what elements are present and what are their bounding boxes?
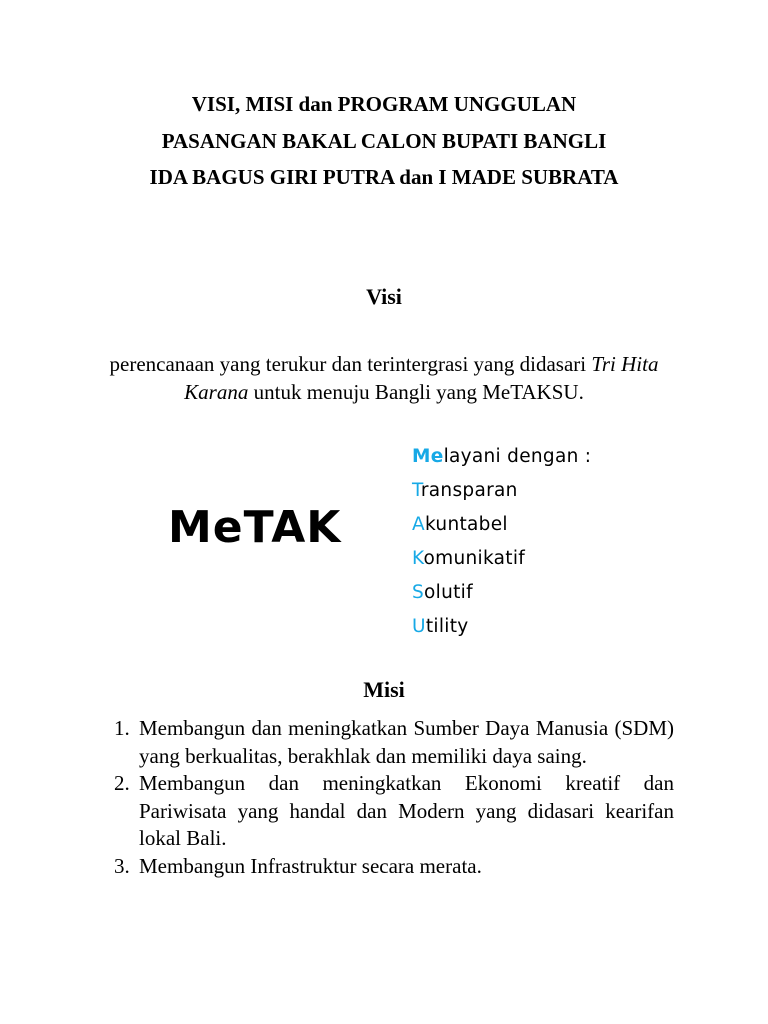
misi-item-text: Membangun dan meningkatkan Sumber Daya Manusia (SDM) yang berkualitas, berakhlak dan memiliki daya saing. bbox=[139, 716, 674, 768]
metak-acronym-word: MeTAK bbox=[168, 502, 342, 553]
visi-text-part2: untuk menuju Bangli yang MeTAKSU. bbox=[248, 380, 584, 404]
acronym-item-s bbox=[412, 576, 591, 610]
visi-statement bbox=[90, 350, 678, 406]
misi-item-text: Membangun Infrastruktur secara merata. bbox=[139, 853, 482, 878]
misi-item bbox=[114, 853, 674, 881]
acronym-item-t bbox=[412, 474, 591, 508]
acronym-initial: T bbox=[412, 480, 421, 501]
misi-item bbox=[114, 770, 674, 853]
acronym-rest: omunikatif bbox=[423, 548, 526, 569]
acronym-rest: layani dengan : bbox=[443, 446, 592, 467]
acronym-item-k bbox=[412, 542, 591, 576]
title-line-3: IDA BAGUS GIRI PUTRA dan I MADE SUBRATA bbox=[149, 165, 619, 189]
acronym-initial: U bbox=[412, 616, 426, 637]
visi-text-italic: Tri Hita Karana bbox=[184, 352, 659, 404]
misi-list bbox=[114, 715, 674, 880]
misi-item-number: 2. bbox=[114, 771, 130, 795]
acronym-rest: tility bbox=[425, 616, 469, 637]
misi-item bbox=[114, 715, 674, 770]
title-line-1: VISI, MISI dan PROGRAM UNGGULAN bbox=[191, 92, 577, 116]
acronym-initial: K bbox=[412, 548, 424, 569]
acronym-rest: ransparan bbox=[420, 480, 518, 501]
acronym-initial: Me bbox=[412, 446, 444, 467]
acronym-initial: S bbox=[412, 582, 425, 603]
acronym-item-u bbox=[412, 610, 591, 644]
acronym-rest: olutif bbox=[424, 582, 473, 603]
visi-heading: Visi bbox=[366, 284, 402, 309]
document-title bbox=[0, 86, 768, 196]
acronym-item-me bbox=[412, 440, 591, 474]
acronym-initial: A bbox=[412, 514, 425, 535]
acronym-item-a bbox=[412, 508, 591, 542]
visi-text-part1: perencanaan yang terukur dan terintergrasi yang didasari bbox=[109, 352, 592, 376]
misi-heading: Misi bbox=[363, 677, 405, 702]
acronym-list bbox=[412, 440, 591, 644]
misi-item-number: 3. bbox=[114, 853, 130, 878]
misi-item-number: 1. bbox=[114, 716, 130, 740]
acronym-rest: kuntabel bbox=[424, 514, 508, 535]
misi-item-text: Membangun dan meningkatkan Ekonomi kreatif dan Pariwisata yang handal dan Modern yang didasari kearifan lokal Bali. bbox=[139, 771, 674, 850]
title-line-2: PASANGAN BAKAL CALON BUPATI BANGLI bbox=[161, 128, 607, 153]
